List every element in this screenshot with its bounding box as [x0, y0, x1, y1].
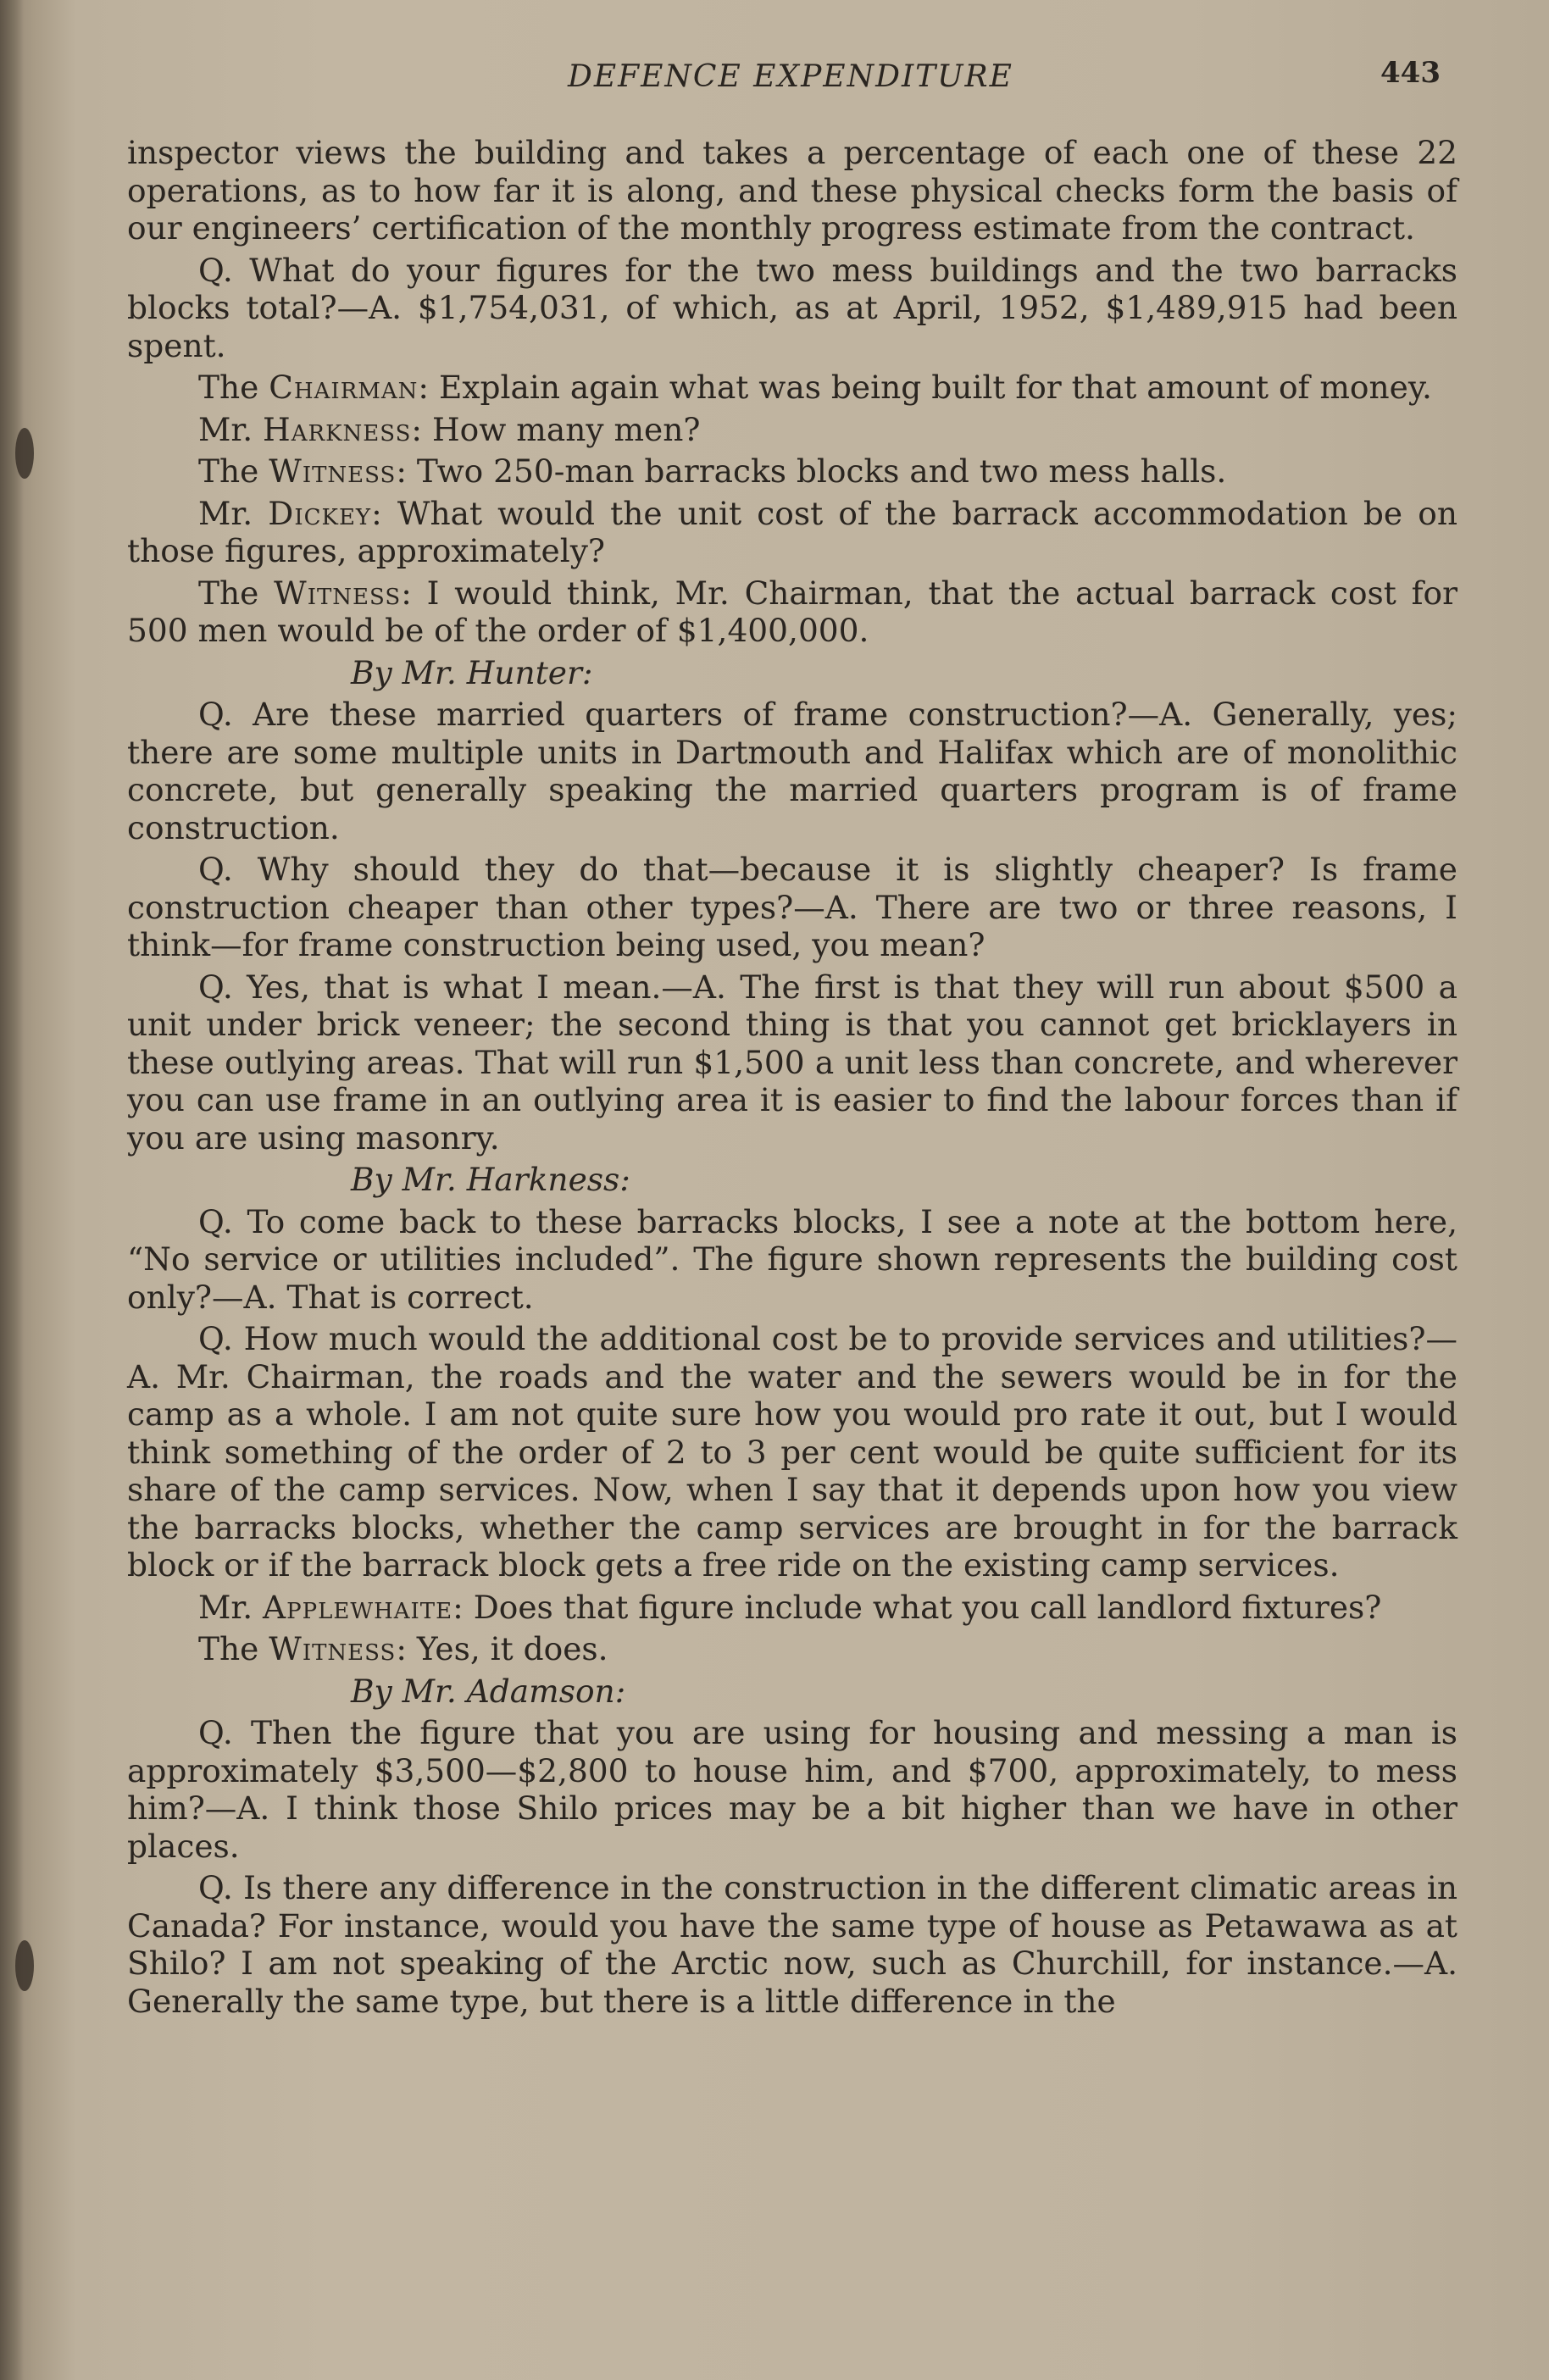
binding-hole [15, 1940, 34, 1991]
speaker-prefix: Mr. [198, 1588, 264, 1626]
qa-paragraph: Q. How much would the additional cost be to provide services and utilities?—A. Mr. Chairman, the roads and the water and the sewers would be in for the camp as a whole. I am not quite sure how you would pro rate it out, but I would think something of the order of 2 to 3 per cent would be quite sufficient for its share of the camp services. Now, when I say that it depends upon how you view the barracks blocks, whether the camp services are brought in for the barrack block or if the barrack block gets a free ride on the existing camp services. [127, 1320, 1457, 1584]
speaker-prefix: The [198, 452, 269, 490]
page-binding-edge [0, 0, 24, 2380]
speaker-paragraph [127, 574, 1457, 650]
binding-hole [15, 428, 34, 479]
speaker-text: : Two 250-man barracks blocks and two mess halls. [396, 452, 1227, 490]
speaker-prefix: Mr. [198, 494, 269, 532]
speaker-prefix: The [198, 1630, 269, 1667]
examiner-heading: By Mr. Adamson: [351, 1672, 626, 1710]
running-title: DEFENCE EXPENDITURE [568, 59, 1013, 94]
qa-paragraph: Q. Is there any difference in the construction in the different climatic areas in Canada? For instance, would you have the same type of house as Petawawa as at Shilo? I am not speaking of the Arctic now, such as Churchill, for instance.—A. Generally the same type, but there is a little difference in the [127, 1869, 1457, 2020]
speaker-paragraph [127, 1589, 1457, 1627]
speaker-prefix: The [198, 369, 269, 406]
speaker-name: Witness [269, 1630, 397, 1667]
speaker-text: : Explain again what was being built for that amount of money. [418, 369, 1432, 406]
speaker-prefix: Mr. [198, 410, 264, 448]
page-body [127, 134, 1457, 2024]
speaker-name: Harkness [263, 410, 412, 448]
speaker-name: Dickey [268, 494, 372, 532]
speaker-paragraph [127, 452, 1457, 491]
speaker-text: : How many men? [411, 410, 701, 448]
speaker-text: : What would the unit cost of the barrack accommodation be on those figures, approximately? [127, 494, 1458, 569]
page-header [136, 53, 1441, 103]
qa-paragraph: Q. What do your figures for the two mess buildings and the two barracks blocks total?—A. $1,754,031, of which, as at April, 1952, $1,489,915 had been spent. [127, 251, 1457, 364]
speaker-name: Witness [274, 574, 402, 612]
speaker-paragraph [127, 369, 1457, 407]
speaker-paragraph [127, 1630, 1457, 1668]
speaker-text: : I would think, Mr. Chairman, that the actual barrack cost for 500 men would be of the order of $1,400,000. [127, 574, 1458, 649]
speaker-text: : Yes, it does. [396, 1630, 608, 1667]
page-number: 443 [1380, 56, 1441, 90]
speaker-name: Chairman [269, 369, 419, 406]
speaker-name: Applewhaite [263, 1588, 453, 1626]
qa-paragraph: Q. Then the figure that you are using for housing and messing a man is approximately $3,500—$2,800 to house him, and $700, approximately, to mess him?—A. I think those Shilo prices may be a bit higher than we have in other places. [127, 1714, 1457, 1865]
speaker-name: Witness [269, 452, 397, 490]
qa-paragraph: Q. Yes, that is what I mean.—A. The first is that they will run about $500 a unit under brick veneer; the second thing is that you cannot get bricklayers in these outlying areas. That will run $1,500 a unit less than concrete, and wherever you can use frame in an outlying area it is easier to find the labour forces than if you are using masonry. [127, 968, 1457, 1157]
speaker-paragraph [127, 411, 1457, 449]
examiner-heading: By Mr. Hunter: [351, 653, 593, 691]
examiner-heading: By Mr. Harkness: [351, 1161, 630, 1198]
qa-paragraph: Q. Are these married quarters of frame construction?—A. Generally, yes; there are some multiple units in Dartmouth and Halifax which are of monolithic concrete, but generally speaking the married quarters program is of frame construction. [127, 696, 1457, 846]
qa-paragraph: Q. Why should they do that—because it is slightly cheaper? Is frame construction cheaper than other types?—A. There are two or three reasons, I think—for frame construction being used, you mean? [127, 851, 1457, 963]
qa-paragraph: Q. To come back to these barracks blocks, I see a note at the bottom here, “No service or utilities included”. The figure shown represents the building cost only?—A. That is correct. [127, 1202, 1457, 1316]
speaker-paragraph [127, 495, 1457, 570]
speaker-text: : Does that figure include what you call landlord fixtures? [452, 1588, 1382, 1626]
continued-paragraph: inspector views the building and takes a percentage of each one of these 22 operations, as to how far it is along, and these physical checks form the basis of our engineers’ certification of the monthly progress estimate from the contract. [127, 134, 1457, 247]
speaker-prefix: The [198, 574, 275, 612]
